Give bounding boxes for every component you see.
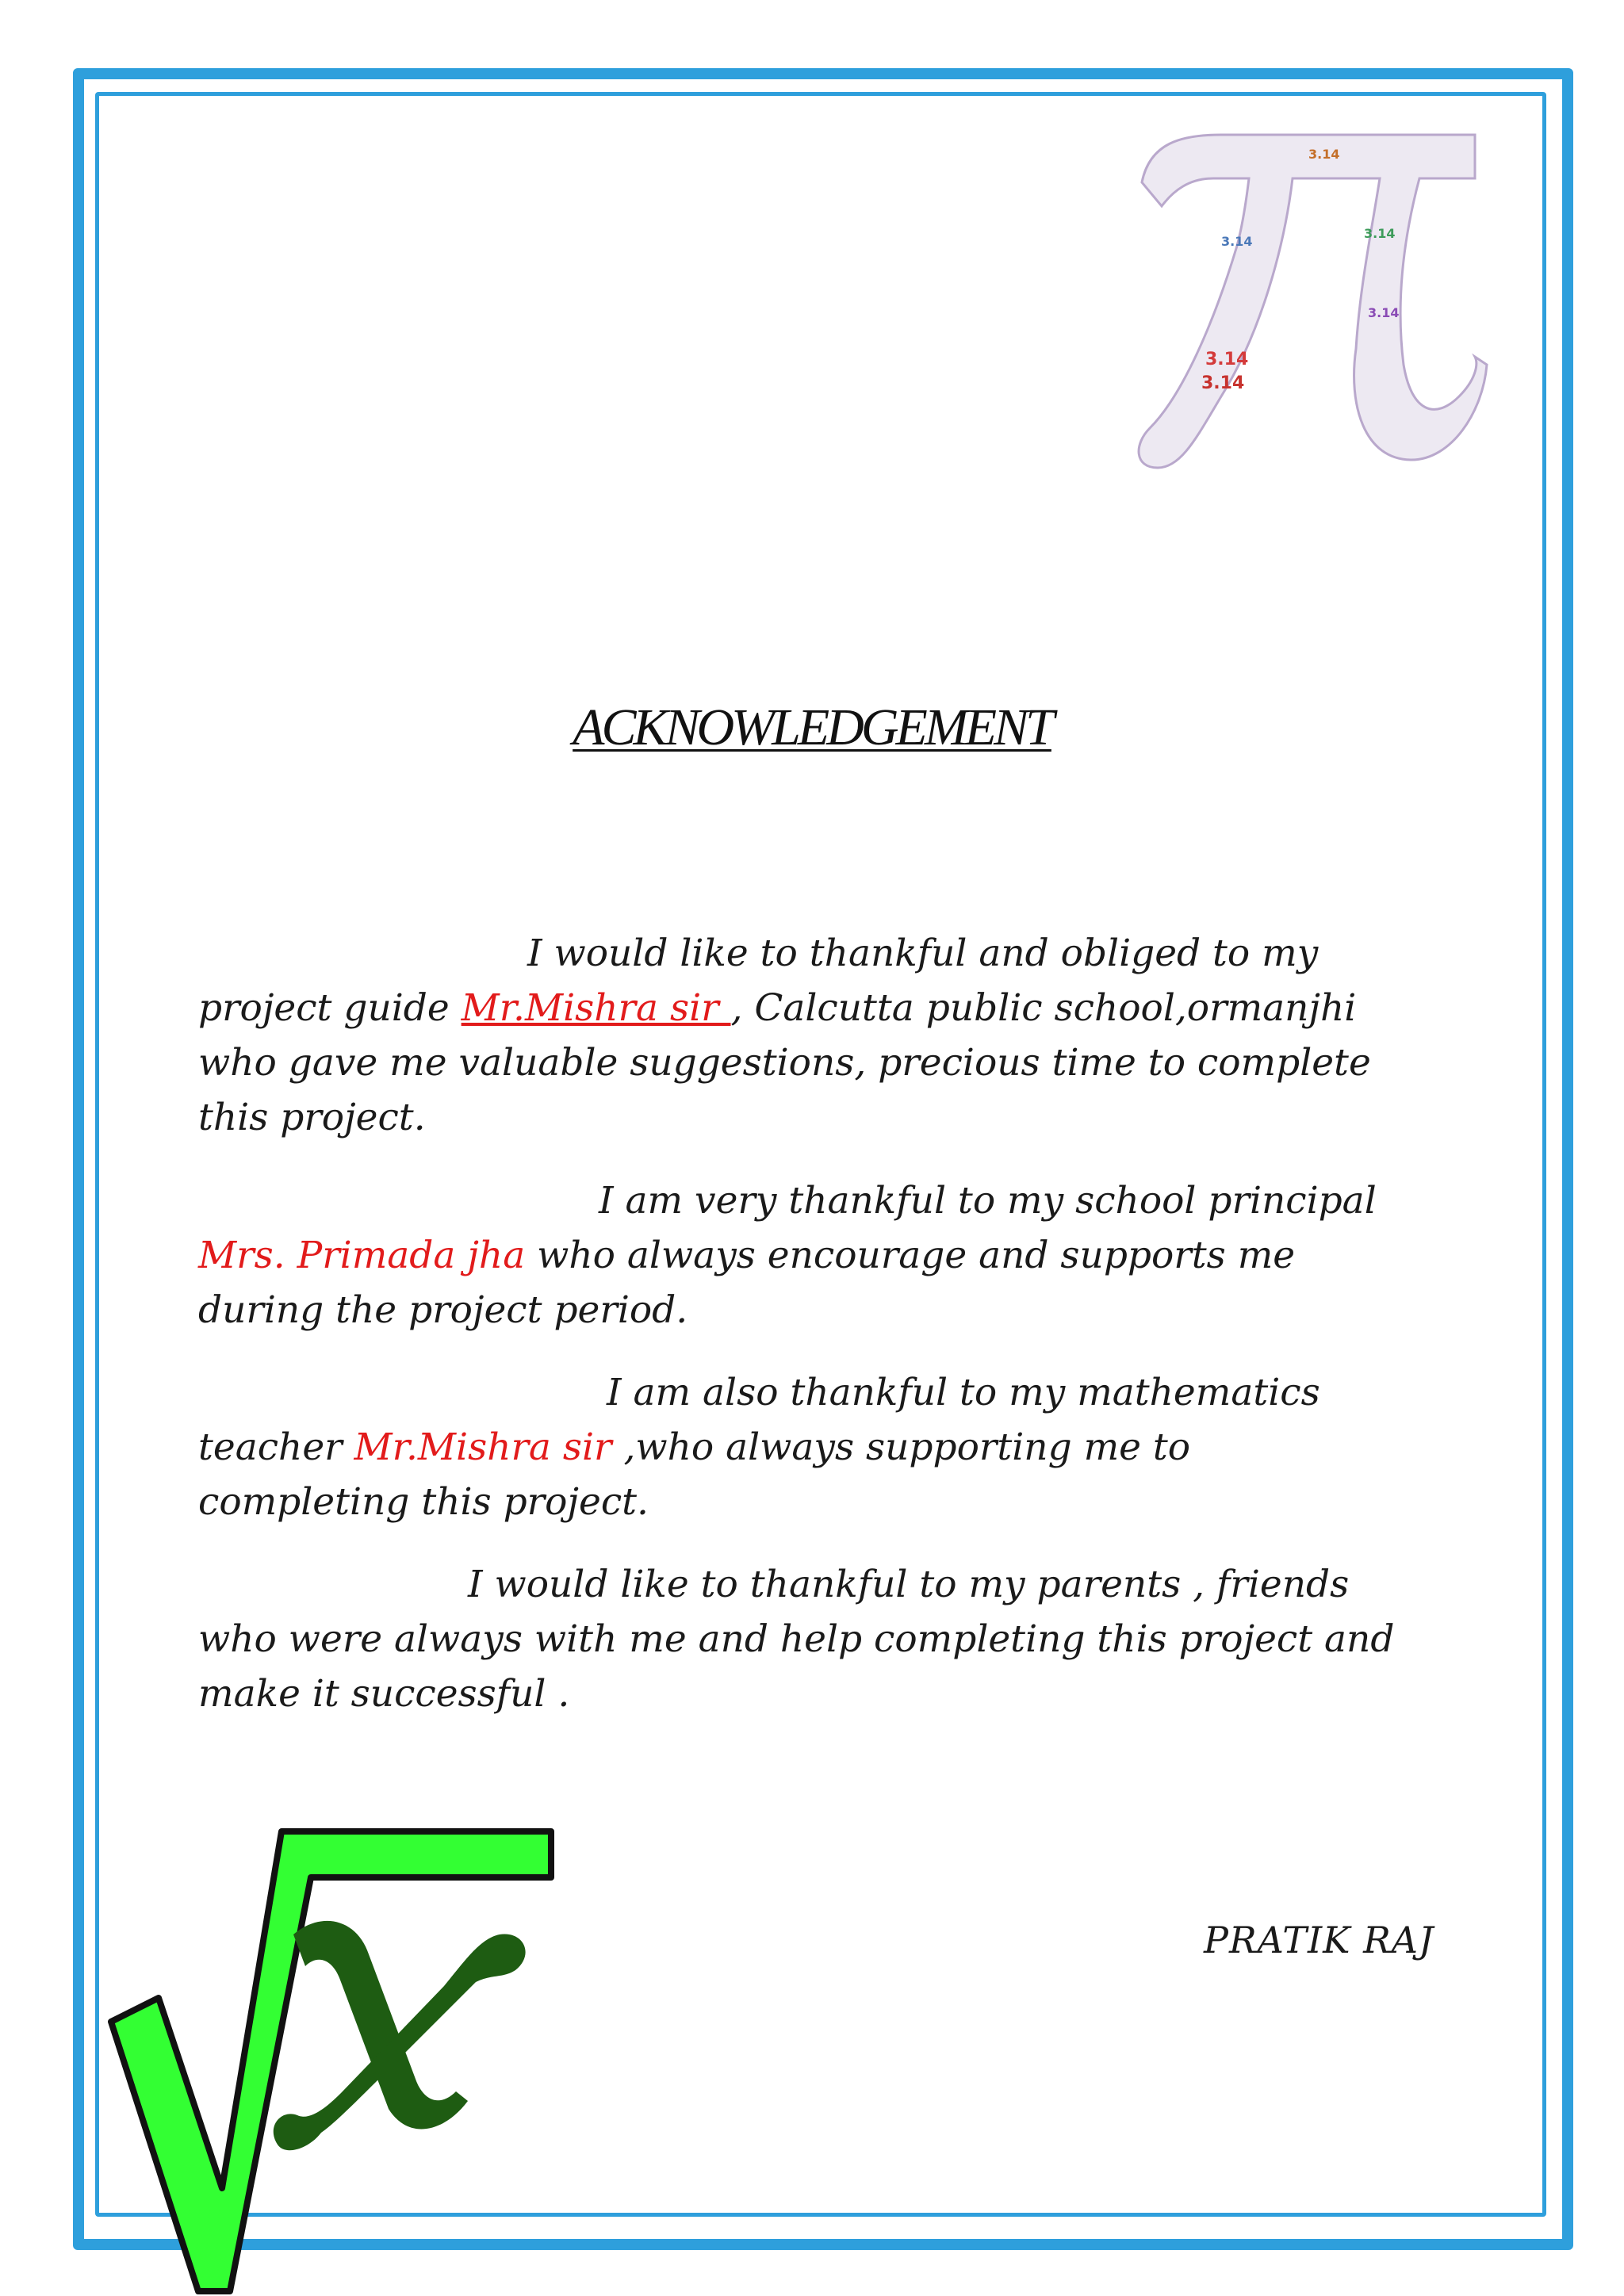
pi-number: 3.14: [1308, 147, 1340, 162]
paragraph-line: [198, 1420, 1435, 1475]
principal-name: Mrs. Primada jha: [198, 1234, 526, 1277]
paragraph-project-guide: [198, 926, 1435, 1145]
paragraph-line: I would like to thankful and obliged to my: [527, 932, 1319, 975]
text-segment: who always encourage and supports me: [525, 1234, 1296, 1277]
paragraph-principal: [198, 1173, 1435, 1337]
paragraph-line: I would like to thankful to my parents , friends: [468, 1563, 1350, 1606]
pi-number: 3.14: [1201, 373, 1245, 393]
text-segment: teacher: [198, 1425, 354, 1469]
paragraph-line: completing this project.: [198, 1480, 649, 1524]
pi-symbol-image: [1126, 127, 1491, 499]
paragraph-line: who gave me valuable suggestions, precious time to complete: [198, 1041, 1371, 1085]
paragraph-line: I am also thankful to my mathematics: [607, 1371, 1320, 1414]
paragraph-line: who were always with me and help completing this project and: [198, 1617, 1395, 1661]
paragraph-line: make it successful .: [198, 1672, 570, 1716]
pi-number: 3.14: [1205, 350, 1249, 369]
page-title: ACKNOWLEDGEMENT: [573, 698, 1051, 756]
pi-number: 3.14: [1221, 234, 1253, 249]
text-segment: , Calcutta public school,ormanjhi: [730, 986, 1357, 1030]
paragraph-line: I am very thankful to my school principal: [599, 1179, 1377, 1223]
paragraph-line: [198, 1228, 1435, 1283]
paragraph-math-teacher: [198, 1365, 1435, 1529]
square-root-x-image: [103, 1816, 563, 2296]
text-segment: ,who always supporting me to: [611, 1425, 1191, 1469]
pi-number: 3.14: [1368, 305, 1400, 320]
pi-number: 3.14: [1364, 226, 1396, 241]
guide-name: Mr.Mishra sir: [461, 986, 731, 1030]
variable-x-glyph: [274, 1921, 526, 2150]
pi-glyph: [1139, 135, 1487, 468]
teacher-name: Mr.Mishra sir: [354, 1425, 612, 1469]
square-root-symbol: [111, 1831, 551, 2291]
signature-name: PRATIK RAJ: [1204, 1919, 1434, 1961]
paragraph-line: this project.: [198, 1096, 426, 1139]
text-segment: project guide: [198, 986, 462, 1030]
paragraph-parents: [198, 1557, 1435, 1721]
paragraph-line: during the project period.: [198, 1288, 688, 1332]
paragraph-line: [198, 981, 1435, 1035]
